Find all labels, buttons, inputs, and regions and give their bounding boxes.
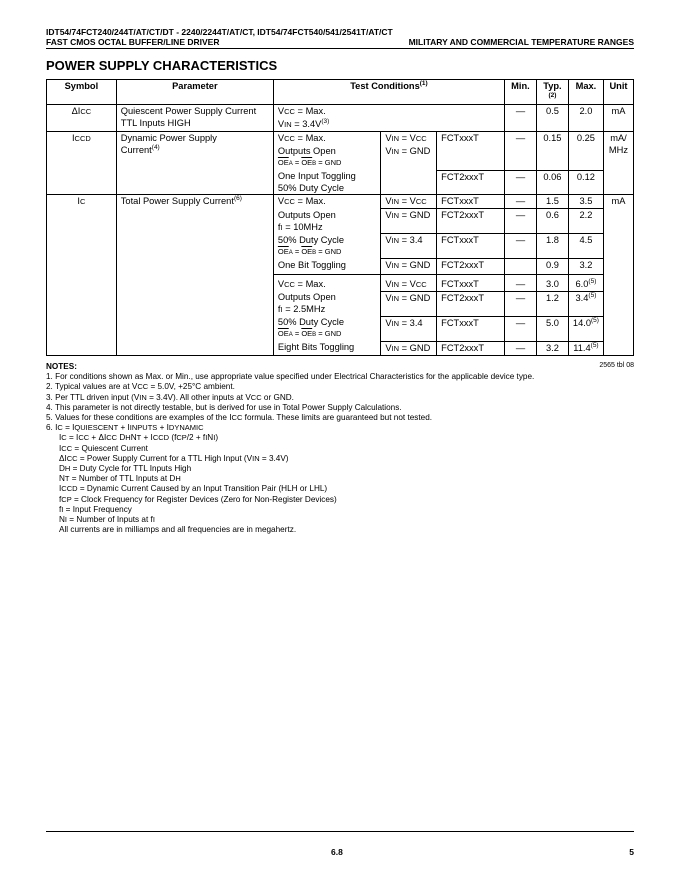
section-number: 6.8 (331, 847, 343, 857)
symbol-ic: IC (47, 195, 117, 356)
document-header-title: IDT54/74FCT240/244T/AT/CT/DT - 2240/2244T/AT/CT, IDT54/74FCT540/541/2541T/AT/CT (46, 27, 393, 37)
header-typ: Typ.$^{(2)}$ (536, 80, 568, 105)
notes-heading: NOTES: (46, 362, 77, 371)
unit-cell: mA/ MHz (603, 132, 633, 195)
cond-dynamic-b: One Input Toggling 50% Duty Cycle (273, 170, 380, 195)
min-cell: — (505, 341, 537, 355)
cond-total-a2: Outputs Open fI = 10MHz (273, 209, 380, 234)
cond-total-b4: Eight Bits Toggling (273, 341, 380, 355)
header-test-conditions: Test Conditions$^{(1)}$ (273, 80, 504, 105)
formula-fi: fI = Input Frequency (59, 504, 132, 514)
param-total: Total Power Supply Current$^{(6)}$ (116, 195, 273, 356)
vin-cell: VIN = GND (381, 209, 437, 234)
max-cell: 11.4$^{(5)}$ (568, 341, 603, 355)
device-cell: FCT2xxxT (437, 259, 505, 275)
table-row (47, 195, 634, 209)
vin-cell: VIN = GND (381, 341, 437, 355)
cond-total-b2: Outputs Open fI = 2.5MHz (273, 291, 380, 316)
header-symbol: Symbol (47, 80, 117, 105)
cond-quiescent: VCC = Max. VIN = $3.4V^{(3)}$ (273, 105, 504, 132)
min-cell: — (505, 234, 537, 259)
typ-cell: 3.0 (536, 274, 568, 291)
note-1: 1. For conditions shown as Max. or Min., use appropriate value specified under Electrical Characteristics for the applicable device type. (46, 372, 535, 382)
max-cell: 2.0 (568, 105, 603, 132)
vin-cell: VIN = VCC (381, 195, 437, 209)
typ-cell: 1.5 (536, 195, 568, 209)
max-cell: 2.2 (568, 209, 603, 234)
cond-dynamic-a: VCC = Max. Outputs Open $\overline{OE}A = \overline{OE}B$ = GND (273, 132, 380, 171)
typ-cell: 1.8 (536, 234, 568, 259)
formula-iccd: ICCD = Dynamic Current Caused by an Input Transition Pair (HLH or LHL) (59, 484, 328, 494)
formula-nt: NT = Number of TTL Inputs at DH (59, 474, 181, 484)
min-cell: — (505, 274, 537, 291)
typ-cell: 0.6 (536, 209, 568, 234)
min-cell: — (505, 195, 537, 209)
formula-delta-icc: ΔICC = Power Supply Current for a TTL High Input (VIN = 3.4V) (59, 453, 289, 463)
min-cell: — (505, 132, 537, 171)
device-cell: FCTxxxT (437, 132, 505, 171)
cond-total-a1: VCC = Max. (273, 195, 380, 209)
vin-cell: VIN = GND (381, 259, 437, 275)
cond-total-b1: VCC = Max. (273, 274, 380, 291)
note-4: 4. This parameter is not directly testable, but is derived for use in Total Power Supply Calculations. (46, 402, 402, 412)
unit-cell: mA (603, 195, 633, 356)
notes-block (46, 362, 606, 535)
symbol-delta-icc: ΔICC (47, 105, 117, 132)
typ-cell: 0.15 (536, 132, 568, 171)
param-quiescent: Quiescent Power Supply Current TTL Inputs HIGH (116, 105, 273, 132)
typ-cell: 1.2 (536, 291, 568, 316)
typ-cell: 0.9 (536, 259, 568, 275)
formula-dh: DH = Duty Cycle for TTL Inputs High (59, 464, 192, 474)
device-cell: FCT2xxxT (437, 291, 505, 316)
document-header-range: MILITARY AND COMMERCIAL TEMPERATURE RANGES (408, 37, 634, 47)
max-cell: 6.0$^{(5)}$ (568, 274, 603, 291)
header-max: Max. (568, 80, 603, 105)
formula-ic: IC = ICC + ΔICC DHNT + ICCD (fCP/2 + fINI) (59, 433, 219, 443)
units-note: All currents are in milliamps and all frequencies are in megahertz. (59, 525, 297, 535)
device-cell: FCT2xxxT (437, 170, 505, 195)
typ-cell: 3.2 (536, 341, 568, 355)
typ-cell: 5.0 (536, 316, 568, 341)
note-6: 6. IC = IQUIESCENT + IINPUTS + IDYNAMIC (46, 423, 204, 433)
formula-icc: ICC = Quiescent Current (59, 443, 148, 453)
vin-cell: VIN = 3.4 (381, 234, 437, 259)
min-cell (505, 259, 537, 275)
page-number: 5 (629, 847, 634, 857)
device-cell: FCTxxxT (437, 316, 505, 341)
symbol-iccd: ICCD (47, 132, 117, 195)
device-cell: FCTxxxT (437, 195, 505, 209)
max-cell: 3.2 (568, 259, 603, 275)
typ-cell: 0.5 (536, 105, 568, 132)
table-header-row (47, 80, 634, 105)
vin-cell: VIN = GND (381, 291, 437, 316)
typ-cell: 0.06 (536, 170, 568, 195)
vin-cell: VIN = VCC (381, 274, 437, 291)
note-3: 3. Per TTL driven input (VIN = 3.4V). All other inputs at VCC or GND. (46, 392, 294, 402)
max-cell: 0.12 (568, 170, 603, 195)
device-cell: FCT2xxxT (437, 341, 505, 355)
min-cell: — (505, 105, 537, 132)
unit-cell: mA (603, 105, 633, 132)
max-cell: 3.4$^{(5)}$ (568, 291, 603, 316)
formula-ni: NI = Number of Inputs at fI (59, 515, 155, 525)
max-cell: 0.25 (568, 132, 603, 171)
footer-rule (46, 831, 634, 832)
cond-total-a4: One Bit Toggling (273, 259, 380, 275)
header-rule (46, 48, 634, 49)
cond-total-b3: 50% Duty Cycle $\overline{OE}A = \overline{OE}B$ = GND (273, 316, 380, 341)
min-cell: — (505, 170, 537, 195)
max-cell: 14.0$^{(5)}$ (568, 316, 603, 341)
table-reference: 2565 tbl 08 (599, 362, 634, 369)
document-header-subtitle: FAST CMOS OCTAL BUFFER/LINE DRIVER (46, 37, 220, 47)
device-cell: FCTxxxT (437, 274, 505, 291)
header-min: Min. (505, 80, 537, 105)
device-cell: FCT2xxxT (437, 209, 505, 234)
cond-dynamic-vin: VIN = VCC VIN = GND (381, 132, 437, 195)
section-title: POWER SUPPLY CHARACTERISTICS (46, 58, 278, 73)
device-cell: FCTxxxT (437, 234, 505, 259)
power-supply-table (46, 79, 634, 356)
note-2: 2. Typical values are at VCC = 5.0V, +25°C ambient. (46, 382, 235, 392)
formula-fcp: fCP = Clock Frequency for Register Devices (Zero for Non-Register Devices) (59, 494, 337, 504)
table-row (47, 132, 634, 171)
max-cell: 3.5 (568, 195, 603, 209)
min-cell: — (505, 209, 537, 234)
max-cell: 4.5 (568, 234, 603, 259)
cond-total-a3: 50% Duty Cycle $\overline{OE}A = \overline{OE}B$ = GND (273, 234, 380, 259)
header-unit: Unit (603, 80, 633, 105)
table-row (47, 105, 634, 132)
param-dynamic: Dynamic Power Supply Current$^{(4)}$ (116, 132, 273, 195)
min-cell: — (505, 291, 537, 316)
vin-cell: VIN = 3.4 (381, 316, 437, 341)
min-cell: — (505, 316, 537, 341)
header-parameter: Parameter (116, 80, 273, 105)
note-5: 5. Values for these conditions are examples of the ICC formula. These limits are guaranteed but not tested. (46, 413, 433, 423)
